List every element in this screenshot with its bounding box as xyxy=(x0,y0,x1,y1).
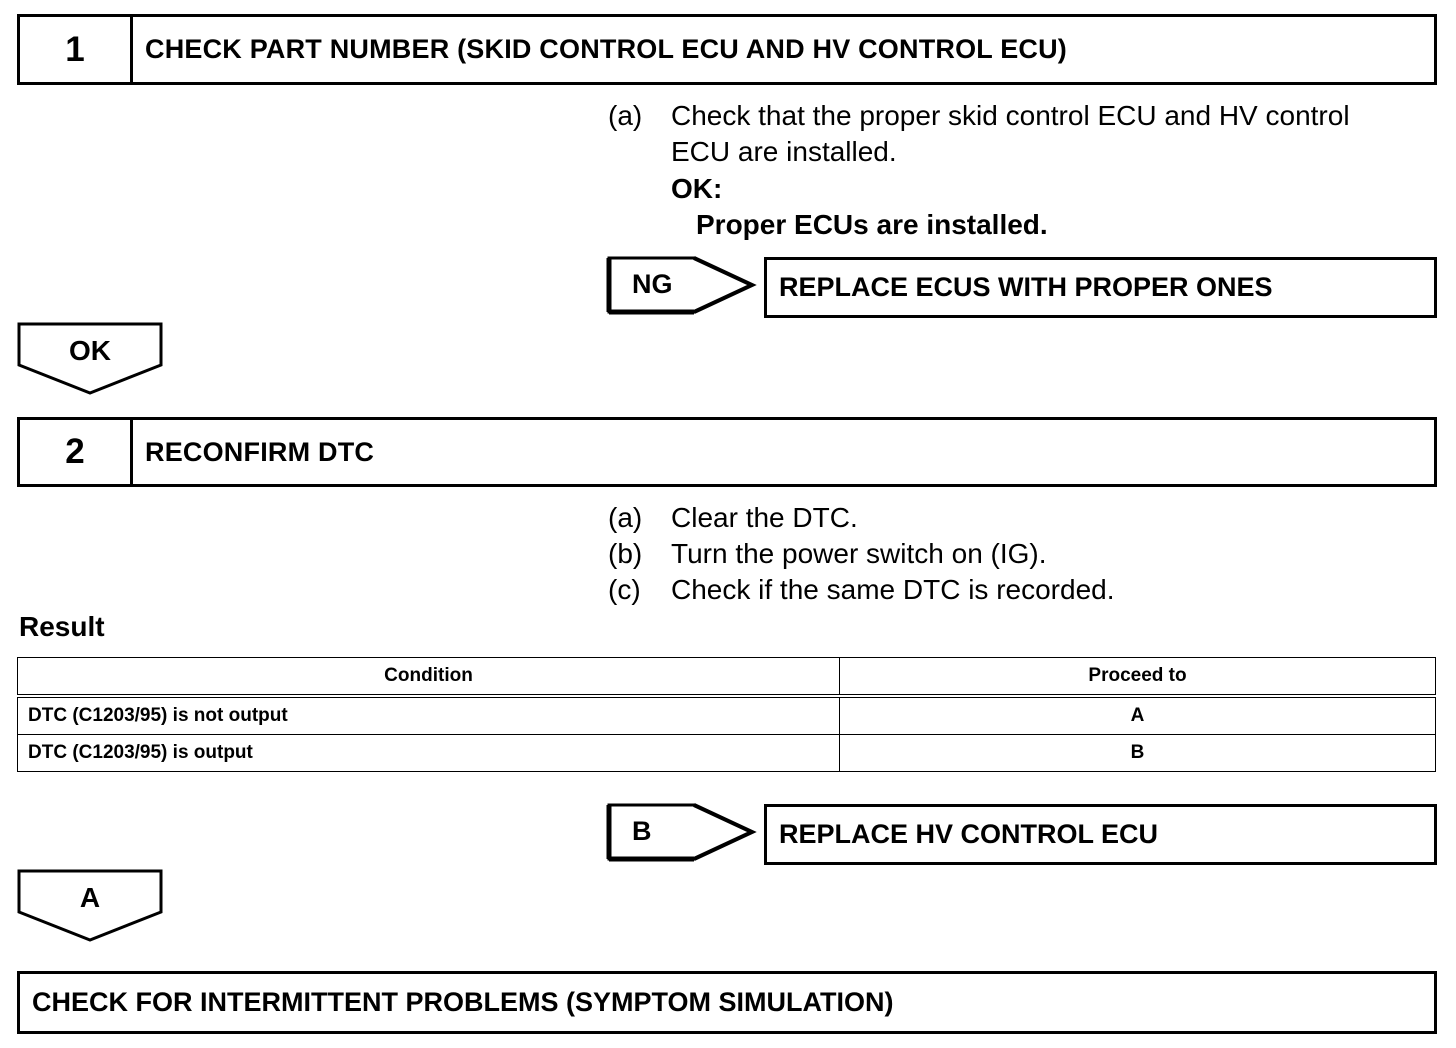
step-2-number: 2 xyxy=(20,420,133,484)
instruction-text: Turn the power switch on (IG). xyxy=(671,538,1047,569)
step-1-instruction-a xyxy=(608,98,1438,170)
table-row xyxy=(18,696,1436,735)
b-branch-arrow xyxy=(606,802,758,862)
instruction-text-continued: ECU are installed. xyxy=(671,136,897,167)
step-1-number: 1 xyxy=(20,17,133,82)
instruction-label: (c) xyxy=(608,574,641,605)
a-arrow-label: A xyxy=(79,882,101,913)
table-cell-condition: DTC (C1203/95) is not output xyxy=(18,696,840,735)
step-2-header xyxy=(17,417,1437,487)
step-1-header xyxy=(17,14,1437,85)
result-table-wrapper xyxy=(17,657,1436,772)
instruction-text: Clear the DTC. xyxy=(671,502,858,533)
result-table xyxy=(17,657,1436,772)
instruction-text: Check that the proper skid control ECU and HV control xyxy=(671,100,1350,131)
b-result-box: REPLACE HV CONTROL ECU xyxy=(764,804,1437,865)
instruction-text: Check if the same DTC is recorded. xyxy=(671,574,1115,605)
result-heading: Result xyxy=(19,611,105,642)
table-cell-condition: DTC (C1203/95) is output xyxy=(18,735,840,772)
instruction-label: (b) xyxy=(608,538,643,569)
ng-label: NG xyxy=(632,269,673,299)
table-cell-proceed: B xyxy=(840,735,1436,772)
step-2-instruction-c xyxy=(608,572,1438,608)
step-2-title: RECONFIRM DTC xyxy=(145,436,375,467)
table-header-proceed-to: Proceed to xyxy=(840,658,1436,697)
table-row xyxy=(18,735,1436,772)
table-header-row xyxy=(18,658,1436,697)
table-header-condition: Condition xyxy=(18,658,840,697)
final-step-box: CHECK FOR INTERMITTENT PROBLEMS (SYMPTOM SIMULATION) xyxy=(17,971,1437,1034)
instruction-label: (a) xyxy=(608,502,643,533)
ng-result-box: REPLACE ECUS WITH PROPER ONES xyxy=(764,257,1437,318)
step-1-title: CHECK PART NUMBER (SKID CONTROL ECU AND HV CONTROL ECU) xyxy=(145,34,1067,64)
ng-branch-arrow xyxy=(606,255,758,315)
ok-arrow-label: OK xyxy=(69,335,111,366)
step-2-instruction-b xyxy=(608,536,1438,572)
ok-criteria-text: Proper ECUs are installed. xyxy=(696,209,1048,240)
ok-criteria-label: OK: xyxy=(671,173,723,204)
step-2-instruction-a xyxy=(608,500,1438,536)
instruction-label: (a) xyxy=(608,100,643,131)
table-cell-proceed: A xyxy=(840,696,1436,735)
b-label: B xyxy=(632,816,652,846)
